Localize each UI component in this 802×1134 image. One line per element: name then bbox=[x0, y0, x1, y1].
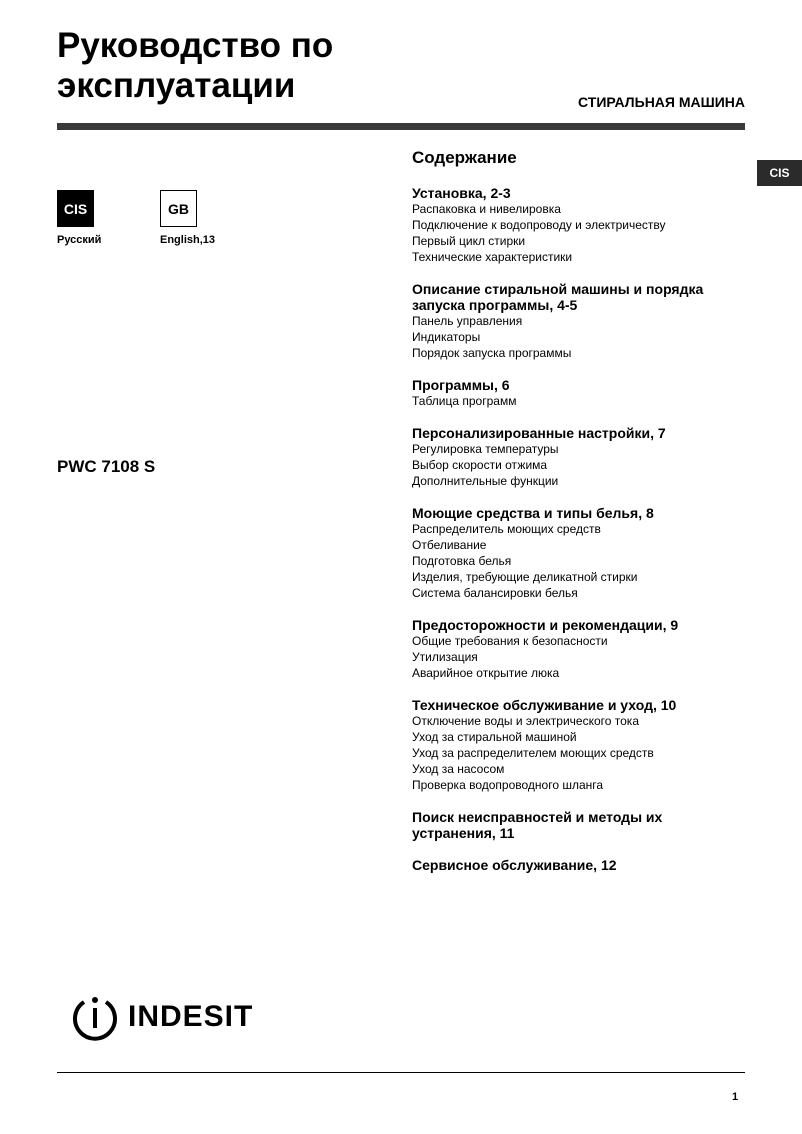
toc-item: Уход за насосом bbox=[412, 762, 505, 776]
toc-section-title: Установка, 2-3 bbox=[412, 185, 511, 201]
toc-item: Изделия, требующие деликатной стирки bbox=[412, 570, 638, 584]
toc-section bbox=[412, 857, 742, 873]
toc-section bbox=[412, 425, 742, 489]
toc-section bbox=[412, 617, 742, 681]
toc-item: Выбор скорости отжима bbox=[412, 458, 548, 472]
header-divider bbox=[57, 123, 745, 130]
language-label: English,13 bbox=[160, 234, 216, 246]
toc-item: Дополнительные функции bbox=[412, 474, 559, 488]
indesit-logo bbox=[70, 992, 253, 1042]
toc-item: Таблица программ bbox=[412, 394, 517, 408]
language-tab: CIS bbox=[757, 160, 802, 186]
toc-section-title: Описание стиральной машины и порядка запуска программы, 4-5 bbox=[412, 281, 704, 313]
toc-section bbox=[412, 697, 742, 793]
title-line-2: эксплуатации bbox=[57, 66, 296, 105]
language-gb bbox=[160, 190, 215, 246]
page-title bbox=[57, 26, 333, 106]
toc-section-title: Поиск неисправностей и методы их устранения, 11 bbox=[412, 809, 663, 841]
toc-item: Утилизация bbox=[412, 650, 478, 664]
toc-item: Индикаторы bbox=[412, 330, 481, 344]
indesit-i-icon bbox=[70, 992, 120, 1042]
toc-item: Подключение к водопроводу и электричеству bbox=[412, 218, 666, 232]
language-code: CIS bbox=[57, 190, 94, 227]
toc-section-title: Предосторожности и рекомендации, 9 bbox=[412, 617, 679, 633]
footer-divider bbox=[57, 1072, 745, 1073]
product-type: СТИРАЛЬНАЯ МАШИНА bbox=[578, 94, 745, 110]
toc-item: Регулировка температуры bbox=[412, 442, 559, 456]
toc-item: Технические характеристики bbox=[412, 250, 573, 264]
toc-item: Отбеливание bbox=[412, 538, 487, 552]
toc-item: Уход за распределителем моющих средств bbox=[412, 746, 654, 760]
toc-section-title: Программы, 6 bbox=[412, 377, 510, 393]
toc-section-title: Моющие средства и типы белья, 8 bbox=[412, 505, 654, 521]
logo-text: INDESIT bbox=[128, 1000, 254, 1033]
toc-section bbox=[412, 377, 742, 409]
toc-item: Панель управления bbox=[412, 314, 523, 328]
toc-section bbox=[412, 809, 742, 841]
toc-item: Аварийное открытие люка bbox=[412, 666, 560, 680]
language-cis bbox=[57, 190, 101, 246]
language-code: GB bbox=[160, 190, 197, 227]
toc-item: Распределитель моющих средств bbox=[412, 522, 601, 536]
toc-item: Общие требования к безопасности bbox=[412, 634, 608, 648]
toc-section-title: Техническое обслуживание и уход, 10 bbox=[412, 697, 677, 713]
toc-item: Порядок запуска программы bbox=[412, 346, 572, 360]
model-name: PWC 7108 S bbox=[57, 457, 156, 476]
toc-heading: Содержание bbox=[412, 148, 517, 167]
toc-item: Проверка водопроводного шланга bbox=[412, 778, 604, 792]
toc-item: Уход за стиральной машиной bbox=[412, 730, 577, 744]
toc-item: Отключение воды и электрического тока bbox=[412, 714, 639, 728]
language-label: Русский bbox=[57, 234, 102, 246]
toc-item: Подготовка белья bbox=[412, 554, 512, 568]
title-line-1: Руководство по bbox=[57, 26, 334, 65]
table-of-contents bbox=[412, 148, 742, 889]
toc-section-title: Сервисное обслуживание, 12 bbox=[412, 857, 617, 873]
page-number: 1 bbox=[732, 1091, 739, 1103]
toc-section-title: Персонализированные настройки, 7 bbox=[412, 425, 666, 441]
toc-section bbox=[412, 505, 742, 601]
toc-item: Система балансировки белья bbox=[412, 586, 578, 600]
toc-item: Распаковка и нивелировка bbox=[412, 202, 561, 216]
toc-section bbox=[412, 185, 742, 265]
toc-section bbox=[412, 281, 742, 361]
toc-item: Первый цикл стирки bbox=[412, 234, 526, 248]
